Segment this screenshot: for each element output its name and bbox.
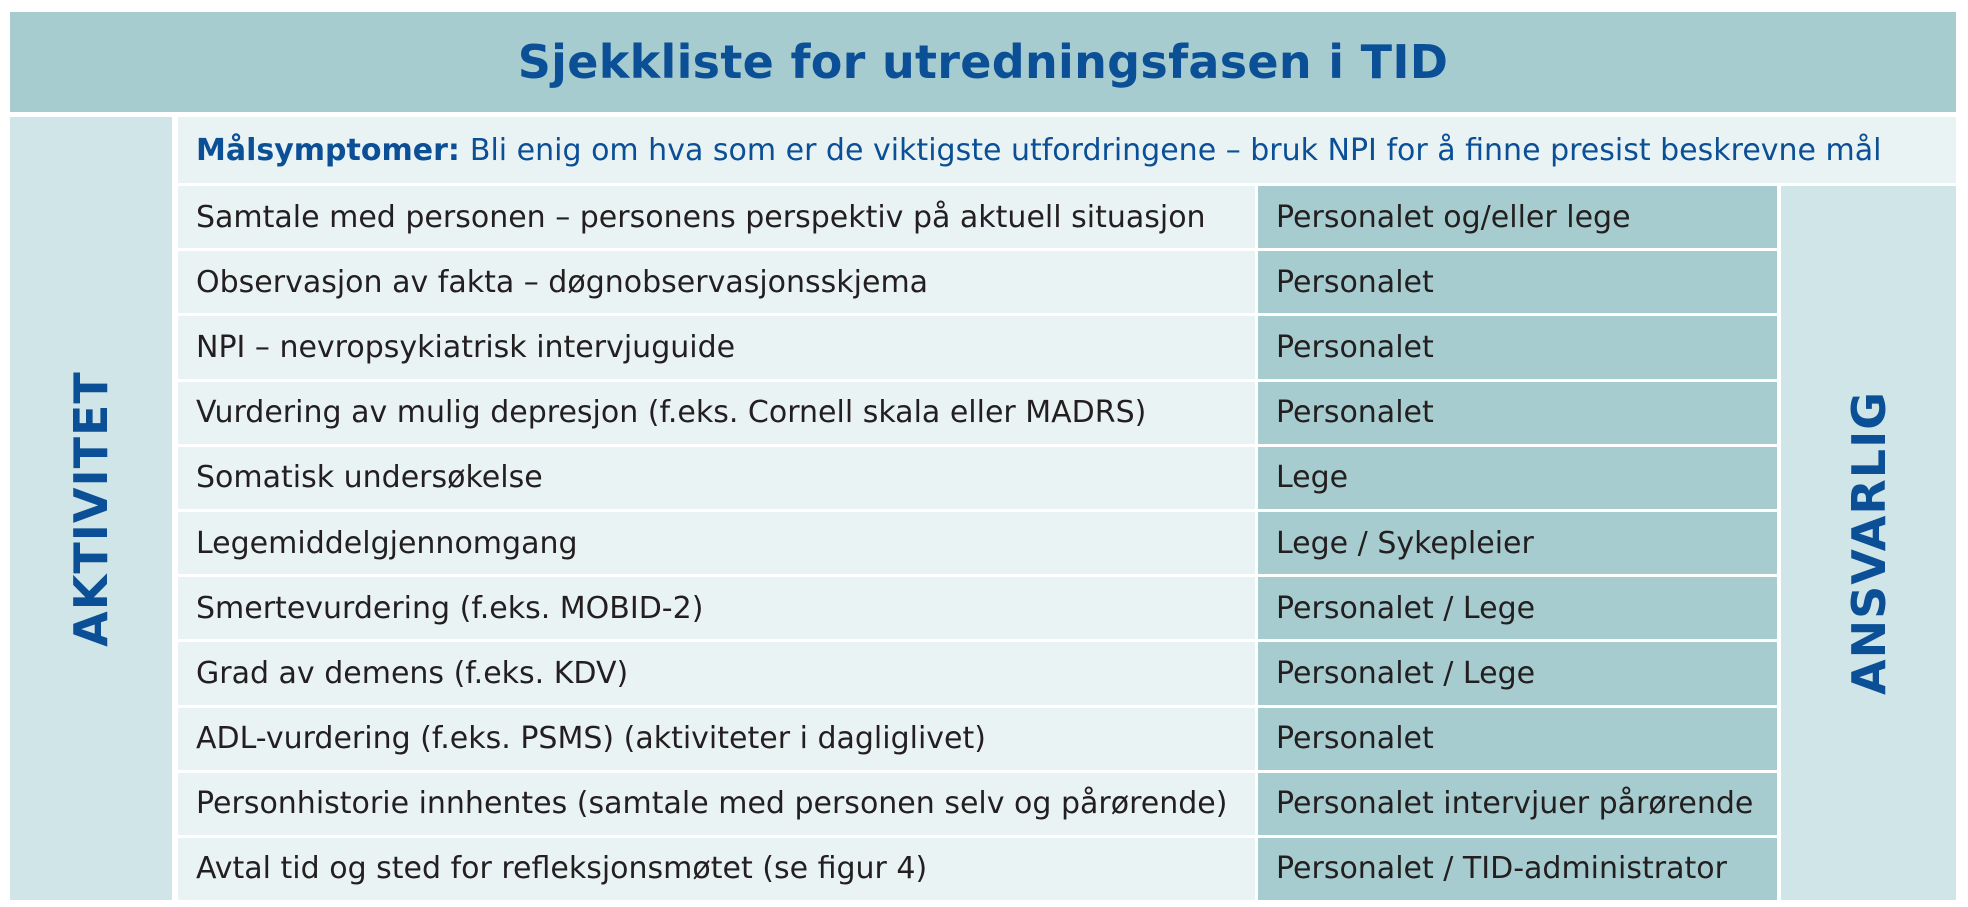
goal-text: Bli enig om hva som er de viktigste utfordringene – bruk NPI for å finne presist beskrevne mål [469, 132, 1882, 168]
table-row [178, 838, 1777, 900]
responsible-cell: Personalet [1258, 708, 1777, 770]
goal-row [178, 117, 1956, 183]
responsible-cell: Personalet intervjuer pårørende [1258, 773, 1777, 835]
activity-cell: Smertevurdering (f.eks. MOBID-2) [178, 577, 1255, 639]
table-row [178, 577, 1777, 639]
responsible-cell: Personalet og/eller lege [1258, 186, 1777, 248]
responsible-cell: Personalet [1258, 316, 1777, 378]
table-row [178, 708, 1777, 770]
activity-cell: Personhistorie innhentes (samtale med personen selv og pårørende) [178, 773, 1255, 835]
responsible-cell: Personalet / TID-administrator [1258, 838, 1777, 900]
responsible-cell: Personalet / Lege [1258, 577, 1777, 639]
table-row [178, 642, 1777, 704]
table-row [178, 773, 1777, 835]
responsible-side-band [1781, 186, 1956, 900]
responsible-cell: Lege / Sykepleier [1258, 512, 1777, 574]
checklist-table [178, 186, 1777, 900]
table-row [178, 447, 1777, 509]
responsible-cell: Lege [1258, 447, 1777, 509]
activity-heading: AKTIVITET [64, 370, 119, 647]
activity-cell: Legemiddelgjennomgang [178, 512, 1255, 574]
goal-label: Målsymptomer: [196, 132, 460, 168]
page-title: Sjekkliste for utredningsfasen i TID [517, 35, 1449, 89]
activity-cell: Somatisk undersøkelse [178, 447, 1255, 509]
table-row [178, 251, 1777, 313]
activity-cell: Vurdering av mulig depresjon (f.eks. Cornell skala eller MADRS) [178, 382, 1255, 444]
responsible-cell: Personalet [1258, 251, 1777, 313]
responsible-cell: Personalet [1258, 382, 1777, 444]
activity-side-band [10, 117, 172, 900]
table-row [178, 382, 1777, 444]
responsible-heading: ANSVARLIG [1841, 391, 1896, 695]
table-row [178, 512, 1777, 574]
activity-cell: Grad av demens (f.eks. KDV) [178, 642, 1255, 704]
table-row [178, 316, 1777, 378]
activity-cell: ADL-vurdering (f.eks. PSMS) (aktiviteter i dagliglivet) [178, 708, 1255, 770]
activity-cell: Observasjon av fakta – døgnobservasjonsskjema [178, 251, 1255, 313]
activity-cell: NPI – nevropsykiatrisk intervjuguide [178, 316, 1255, 378]
activity-cell: Avtal tid og sted for refleksjonsmøtet (se figur 4) [178, 838, 1255, 900]
table-row [178, 186, 1777, 248]
activity-cell: Samtale med personen – personens perspektiv på aktuell situasjon [178, 186, 1255, 248]
responsible-cell: Personalet / Lege [1258, 642, 1777, 704]
title-bar [10, 12, 1956, 112]
